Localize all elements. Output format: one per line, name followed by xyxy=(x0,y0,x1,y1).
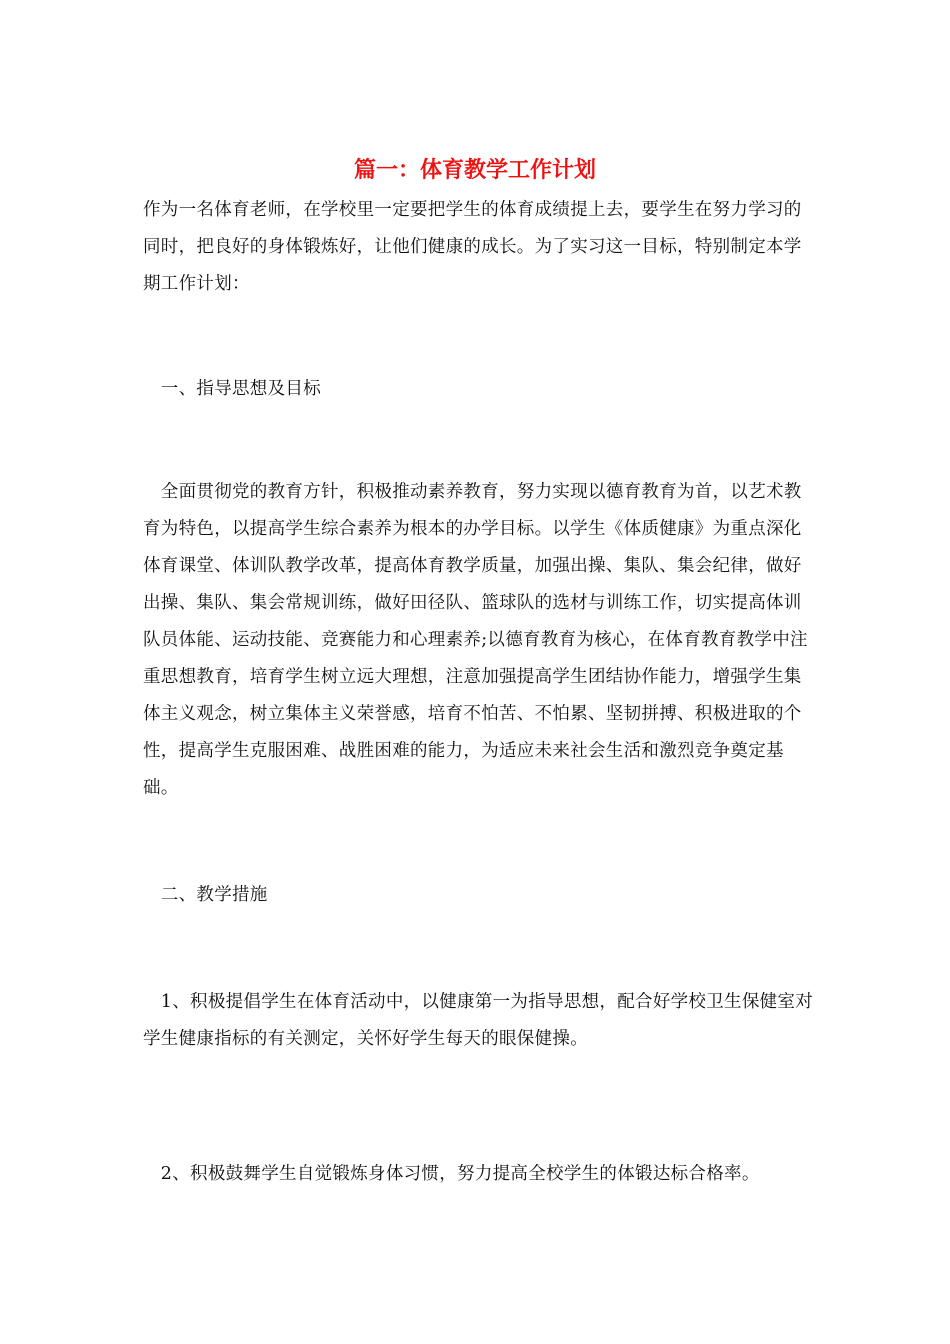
measure-item-1: 1、积极提倡学生在体育活动中，以健康第一为指导思想，配合好学校卫生保健室对学生健康指标的有关测定，关怀好学生每天的眼保健操。 xyxy=(143,992,814,1049)
section-heading-guiding-ideas: 一、指导思想及目标 xyxy=(143,379,321,399)
section-heading-teaching-measures: 二、教学措施 xyxy=(143,885,268,905)
measure-item-2: 2、积极鼓舞学生自觉锻炼身体习惯，努力提高全校学生的体锻达标合格率。 xyxy=(143,1164,760,1184)
intro-paragraph: 作为一名体育老师，在学校里一定要把学生的体育成绩提上去，要学生在努力学习的同时，把良好的身体锻炼好，让他们健康的成长。为了实习这一目标，特别制定本学期工作计划： xyxy=(143,200,802,294)
document-title: 篇一：体育教学工作计划 xyxy=(353,157,596,183)
section-body-guiding-ideas: 全面贯彻党的教育方针，积极推动素养教育，努力实现以德育教育为首，以艺术教育为特色，以提高学生综合素养为根本的办学目标。以学生《体质健康》为重点深化体育课堂、体训队教学改革，提高体育教学质量，加强出操、集队、集会纪律，做好出操、集队、集会常规训练，做好田径队、篮球队的选材与训练工作，切实提高体训队员体能、运动技能、竞赛能力和心理素养;以德育教育为核心，在体育教育教学中注重思想教育，培育学生树立远大理想，注意加强提高学生团结协作能力，增强学生集体主义观念，树立集体主义荣誉感，培育不怕苦、不怕累、坚韧拼搏、积极进取的个性，提高学生克服困难、战胜困难的能力，为适应未来社会生活和激烈竞争奠定基础。 xyxy=(143,482,808,798)
